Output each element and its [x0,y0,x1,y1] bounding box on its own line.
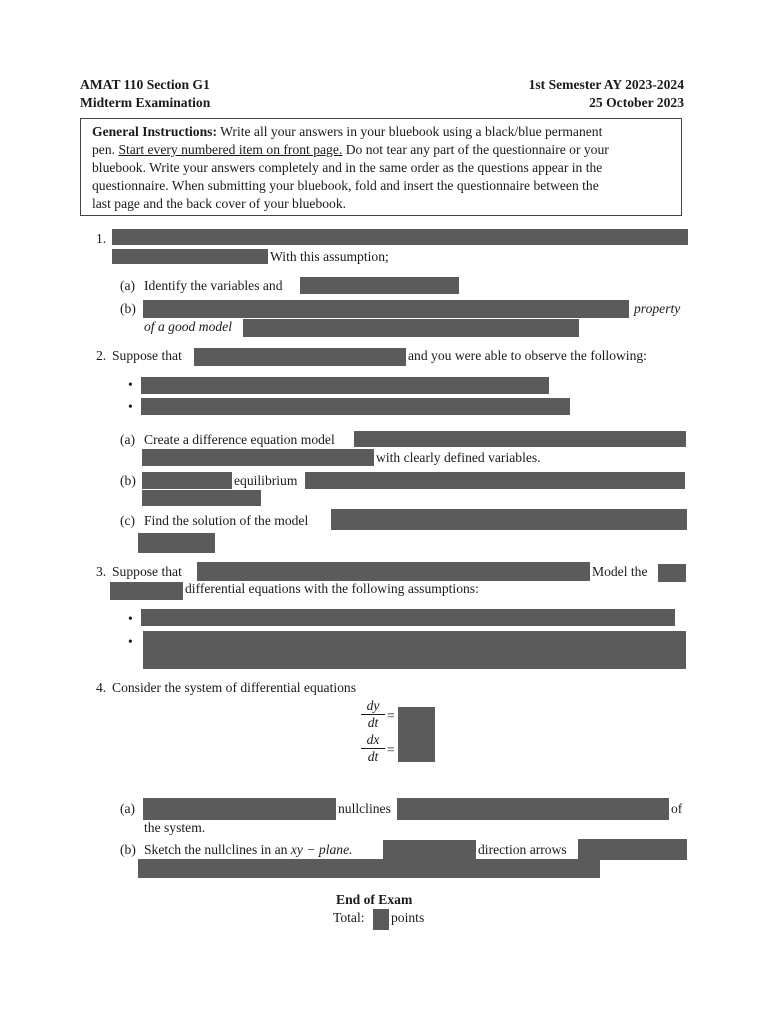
q1-assumption: With this assumption; [270,249,389,264]
instructions-heading: General Instructions: [92,124,217,139]
q2a-redaction-1 [354,431,686,447]
q4-intro: Consider the system of differential equations [112,680,357,695]
q4b-plane: xy − plane. [290,842,353,857]
q4b-redaction-2 [578,839,687,860]
q2b-label: (b) [120,473,136,488]
q1b-property: property [634,301,681,316]
q1-redaction-2 [112,249,268,264]
q3-redaction-3 [110,582,183,600]
q4-eq2-denominator: dt [367,749,379,764]
q4b-sketch-text: Sketch the nullclines in an [144,842,291,857]
q4b-redaction-1 [383,840,476,860]
instructions-line-5: last page and the back cover of your bluebook. [92,196,347,211]
q4-eq1-fraction [361,698,385,731]
q4-eq1-equals: = [387,708,395,723]
q1b-redaction-2 [243,319,579,337]
q4a-of: of [671,801,683,816]
q2a-text: Create a difference equation model [144,432,335,447]
q4a-system: the system. [144,820,206,835]
course-title: AMAT 110 Section G1 [80,77,210,92]
instructions-underlined: Start every numbered item on front page. [118,142,343,157]
q4-eq2-equals: = [387,742,395,757]
q2-intro: Suppose that [112,348,182,363]
q2-bullet-2-redaction [141,398,570,415]
q4a-nullclines: nullclines [338,801,391,816]
q4a-label: (a) [120,801,136,816]
instructions-line-3: bluebook. Write your answers completely and in the same order as the questions appear in the [92,160,603,175]
q3-redaction-2 [658,564,686,582]
exam-date: 25 October 2023 [589,95,684,110]
q4b-arrows: direction arrows [478,842,567,857]
exam-title: Midterm Examination [80,95,211,110]
q2-number: 2. [96,348,107,363]
q4-eq2-numerator: dx [361,732,385,749]
points-label: points [391,910,425,925]
total-redaction [373,909,389,930]
q1-number: 1. [96,231,107,246]
q2c-redaction-2 [138,533,215,553]
q3-de-text: differential equations with the following assumptions: [185,581,479,596]
q3-bullet-1: • [128,611,133,626]
q2b-redaction-3 [142,490,261,506]
q1b-redaction-1 [143,300,629,318]
q2c-redaction-1 [331,509,687,530]
q2-bullet-2: • [128,399,133,414]
q3-intro: Suppose that [112,564,182,579]
q2-observe: and you were able to observe the following: [408,348,647,363]
instructions-line-2 [92,142,609,158]
q2b-text: equilibrium [234,473,298,488]
q4b-redaction-3 [138,859,600,878]
q4-equations-redaction [398,707,435,762]
q2c-label: (c) [120,513,136,528]
instructions-line-4: questionnaire. When submitting your bluebook, fold and insert the questionnaire between the [92,178,599,193]
q2a-vars: with clearly defined variables. [376,450,541,465]
q1b-good-model: of a good model [144,319,232,334]
q2a-redaction-2 [142,449,374,466]
q4a-redaction-2 [397,798,669,820]
q2-redaction-intro [194,348,406,366]
q3-bullet-1-redaction [141,609,675,626]
instructions-line2-rest: Do not tear any part of the questionnaire or your [342,142,609,157]
q1a-label: (a) [120,278,136,293]
q1b-label: (b) [120,301,136,316]
q1a-redaction [300,277,459,294]
q4a-redaction-1 [143,798,336,820]
q4b-label: (b) [120,842,136,857]
q4-eq1-denominator: dt [367,715,379,730]
q4-number: 4. [96,680,107,695]
q4-eq2-fraction [361,732,385,765]
q4-eq1-numerator: dy [361,698,385,715]
q2a-label: (a) [120,432,136,447]
q3-model-the: Model the [592,564,648,579]
q1-redaction-1 [112,229,688,245]
instructions-line-1 [92,124,602,140]
q1a-text: Identify the variables and [144,278,283,293]
semester-label: 1st Semester AY 2023-2024 [528,77,684,92]
q2-bullet-1: • [128,377,133,392]
q3-redaction-1 [197,562,590,581]
q2c-text: Find the solution of the model [144,513,309,528]
instructions-line1-text: Write all your answers in your bluebook using a black/blue permanent [216,124,603,139]
end-of-exam: End of Exam [336,892,413,907]
q2b-redaction-1 [142,472,232,489]
q3-bullet-2: • [128,634,133,649]
q2-bullet-1-redaction [141,377,549,394]
total-label: Total: [333,910,365,925]
q2b-redaction-2 [305,472,685,489]
q4b-text [144,842,353,858]
instructions-line2-pre: pen. [92,142,119,157]
q3-number: 3. [96,564,107,579]
q3-bullet-2-redaction [143,631,686,669]
